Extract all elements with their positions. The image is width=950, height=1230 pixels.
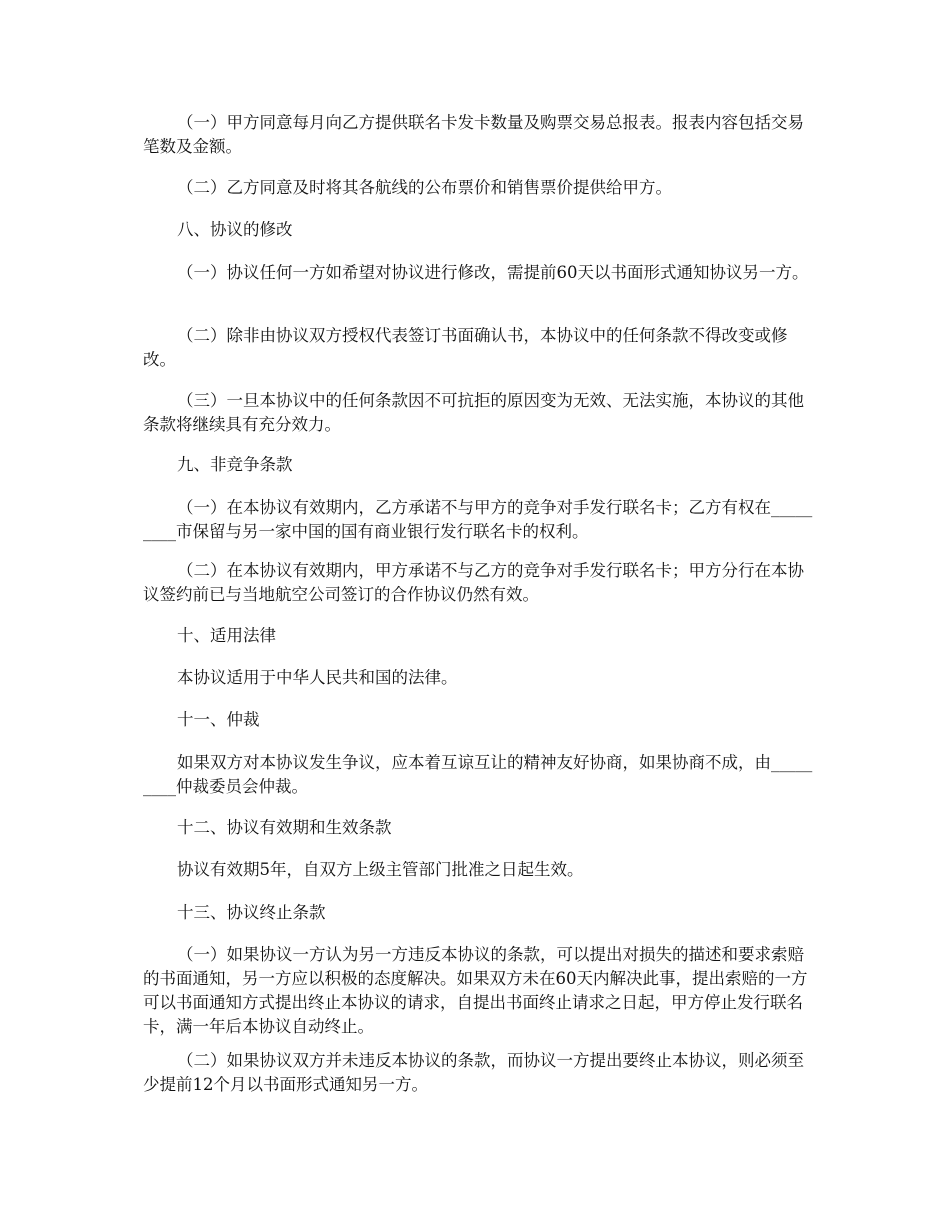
paragraph-9-2: （二）在本协议有效期内，甲方承诺不与乙方的竞争对手发行联名卡；甲方分行在本协议签约前已与当地航空公司签订的合作协议仍然有效。 <box>143 561 804 604</box>
section-heading-12: 十二、协议有效期和生效条款 <box>177 818 392 837</box>
paragraph-10: 本协议适用于中华人民共和国的法律。 <box>177 668 458 687</box>
paragraph-7-1: （一）甲方同意每月向乙方提供联名卡发卡数量及购票交易总报表。报表内容包括交易笔数及金额。 <box>143 113 804 156</box>
paragraph-7-2: （二）乙方同意及时将其各航线的公布票价和销售票价提供给甲方。 <box>177 178 672 197</box>
paragraph-12: 协议有效期5年，自双方上级主管部门批准之日起生效。 <box>177 860 584 879</box>
paragraph-13-1: （一）如果协议一方认为另一方违反本协议的条款，可以提出对损失的描述和要求索赔的书面通知，另一方应以积极的态度解决。如果双方未在60天内解决此事，提出索赔的一方可以书面通知方式提出终止本协议的请求，自提出书面终止请求之日起，甲方停止发行联名卡，满一年后本协议自动终止。 <box>143 945 808 1036</box>
section-heading-10: 十、适用法律 <box>177 626 276 645</box>
paragraph-11: 如果双方对本协议发生争议，应本着互谅互让的精神友好协商，如果协商不成，由_________仲裁委员会仲裁。 <box>143 753 813 796</box>
paragraph-8-3: （三）一旦本协议中的任何条款因不可抗拒的原因变为无效、无法实施，本协议的其他条款将继续具有充分效力。 <box>143 391 804 434</box>
section-heading-8: 八、协议的修改 <box>177 220 293 239</box>
paragraph-9-1: （一）在本协议有效期内，乙方承诺不与甲方的竞争对手发行联名卡；乙方有权在_________市保留与另一家中国的国有商业银行发行联名卡的权利。 <box>143 498 813 541</box>
section-heading-9: 九、非竞争条款 <box>177 455 293 474</box>
section-heading-13: 十三、协议终止条款 <box>177 903 326 922</box>
paragraph-8-2: （二）除非由协议双方授权代表签订书面确认书，本协议中的任何条款不得改变或修改。 <box>143 326 788 369</box>
paragraph-8-1: （一）协议任何一方如希望对协议进行修改，需提前60天以书面形式通知协议另一方。 <box>177 263 809 282</box>
section-heading-11: 十一、仲裁 <box>177 710 260 729</box>
paragraph-13-2: （二）如果协议双方并未违反本协议的条款，而协议一方提出要终止本协议，则必须至少提前12个月以书面形式通知另一方。 <box>143 1051 804 1094</box>
